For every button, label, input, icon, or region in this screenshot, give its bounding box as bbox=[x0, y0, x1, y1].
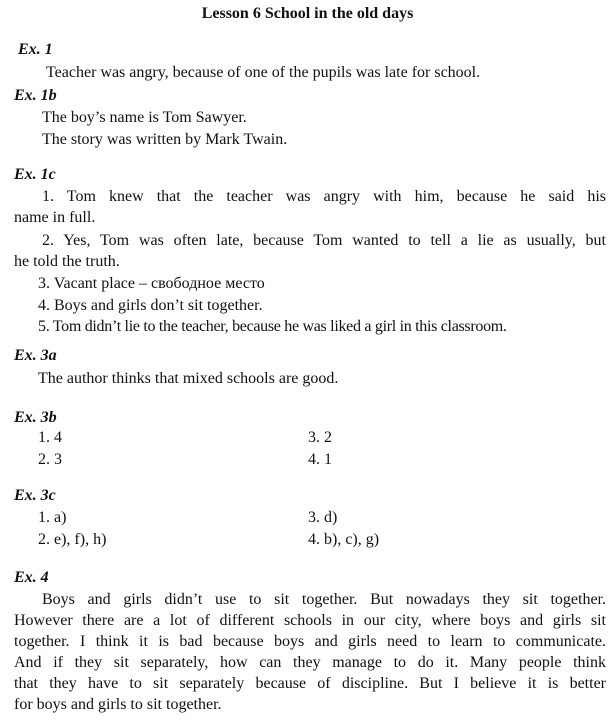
exercise-heading: Ex. 3c bbox=[14, 487, 56, 504]
answer-text: 4. Boys and girls don’t sit together. bbox=[38, 297, 263, 314]
answer-item: 2. 3 bbox=[38, 451, 62, 468]
essay-line: together. I think it is bad because boys and girls need to learn to communicate. bbox=[14, 633, 606, 650]
answer-text: 3. Vacant place – свободное место bbox=[38, 275, 265, 292]
page-title: Lesson 6 School in the old days bbox=[201, 5, 414, 22]
exercise-heading: Ex. 1c bbox=[14, 166, 56, 183]
answer-text: 2. Yes, Tom was often late, because Tom wanted to tell a lie as usually, but bbox=[42, 232, 606, 249]
exercise-heading: Ex. 1 bbox=[18, 41, 53, 58]
answer-item: 3. d) bbox=[308, 509, 338, 526]
answer-item: 1. 4 bbox=[38, 429, 62, 446]
answer-text: name in full. bbox=[14, 209, 96, 226]
answer-item: 4. b), c), g) bbox=[308, 531, 380, 548]
answer-text: 1. Tom knew that the teacher was angry with him, because he said his bbox=[42, 188, 606, 205]
answer-text: The story was written by Mark Twain. bbox=[42, 131, 288, 148]
answer-item: 2. e), f), h) bbox=[38, 531, 107, 548]
exercise-heading: Ex. 3b bbox=[14, 409, 57, 426]
answer-text: Teacher was angry, because of one of the pupils was late for school. bbox=[46, 64, 481, 81]
essay-line: that they have to sit separately because of discipline. But I believe it is better bbox=[14, 675, 606, 692]
answer-text: he told the truth. bbox=[14, 253, 120, 270]
essay-line: And if they sit separately, how can they manage to do it. Many people think bbox=[14, 654, 606, 671]
answer-item: 1. a) bbox=[38, 509, 67, 526]
answer-text: The boy’s name is Tom Sawyer. bbox=[42, 109, 247, 126]
answer-item: 4. 1 bbox=[308, 451, 332, 468]
essay-line: However there are a lot of different schools in our city, where boys and girls sit bbox=[14, 612, 606, 629]
answer-item: 3. 2 bbox=[308, 429, 332, 446]
exercise-heading: Ex. 1b bbox=[14, 87, 57, 104]
exercise-heading: Ex. 4 bbox=[14, 569, 49, 586]
essay-line: for boys and girls to sit together. bbox=[14, 696, 222, 713]
answer-text: The author thinks that mixed schools are good. bbox=[38, 370, 339, 387]
essay-line: Boys and girls didn’t use to sit together. But nowadays they sit together. bbox=[42, 591, 606, 608]
answer-text: 5. Tom didn’t lie to the teacher, because he was liked a girl in this classroom. bbox=[38, 318, 507, 335]
exercise-heading: Ex. 3a bbox=[14, 347, 57, 364]
